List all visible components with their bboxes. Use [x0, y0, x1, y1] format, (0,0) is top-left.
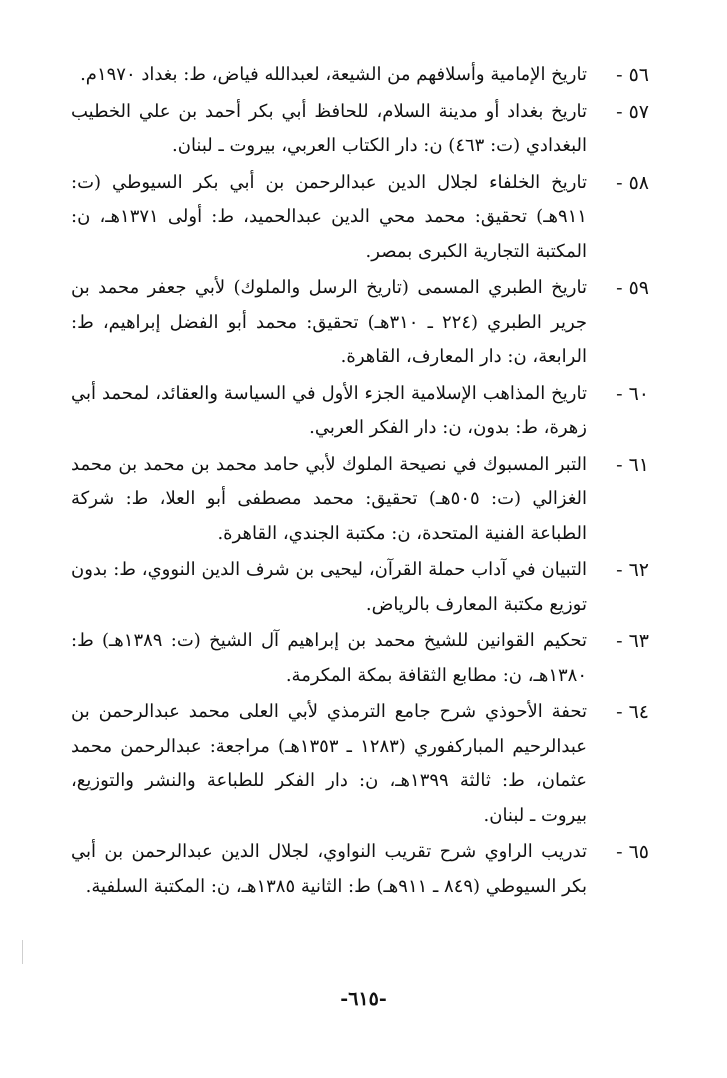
entry-number: ٥٨ - [616, 171, 649, 194]
bibliography-entry-59 [71, 271, 649, 375]
entry-number: ٥٧ - [616, 100, 649, 123]
bibliography-entry-61 [71, 448, 649, 552]
entry-number: ٥٦ - [616, 64, 649, 86]
bibliography-entry-65 [71, 835, 649, 904]
entry-text: التبيان في آداب حملة القرآن، ليحيى بن شرف الدين النووي، ط: بدون توزيع مكتبة المعارف بالرياض. [71, 559, 587, 615]
bibliography-entry-63 [71, 624, 649, 693]
page-number: -٦١٥- [340, 988, 387, 1010]
entry-number: ٦٠ - [616, 382, 649, 405]
entry-text: تاريخ المذاهب الإسلامية الجزء الأول في السياسة والعقائد، لمحمد أبي زهرة، ط: بدون، ن: دار الفكر العربي. [71, 382, 587, 438]
bibliography-entry-64 [71, 695, 649, 833]
entry-number: ٦١ - [616, 453, 649, 476]
bibliography-list [71, 58, 649, 906]
entry-text: تحفة الأحوذي شرح جامع الترمذي لأبي العلى محمد عبدالرحمن بن عبدالرحيم المباركفوري (١٢٨٣ ـ ١٣٥٣هـ) مراجعة: عبدالرحمن محمد عثمان، ط: ثالثة ١٣٩٩هـ، ن: دار الفكر للطباعة والنشر والتوزيع، بيروت ـ لبنان. [71, 701, 588, 826]
entry-number: ٥٩ - [616, 277, 649, 299]
entry-text: تحكيم القوانين للشيخ محمد بن إبراهيم آل الشيخ (ت: ١٣٨٩هـ) ط: ١٣٨٠هـ، ن: مطابع الثقافة بمكة المكرمة. [71, 630, 587, 686]
margin-mark [22, 940, 23, 964]
entry-text: تاريخ بغداد أو مدينة السلام، للحافظ أبي بكر أحمد بن علي الخطيب البغدادي (ت: ٤٦٣) ن: دار الكتاب العربي، بيروت ـ لبنان. [71, 100, 587, 156]
entry-text: تاريخ الإمامية وأسلافهم من الشيعة، لعبدالله فياض، ط: بغداد ١٩٧٠م. [80, 64, 587, 85]
entry-text: تاريخ الخلفاء لجلال الدين عبدالرحمن بن أبي بكر السيوطي (ت: ٩١١هـ) تحقيق: محمد محي الدين عبدالحميد، ط: أولى ١٣٧١هـ، ن: المكتبة التجارية الكبرى بمصر. [71, 171, 587, 262]
bibliography-entry-58 [71, 166, 649, 270]
entry-number: ٦٢ - [616, 559, 649, 581]
entry-number: ٦٤ - [616, 701, 649, 723]
entry-number: ٦٥ - [616, 841, 649, 863]
bibliography-entry-62 [71, 553, 649, 622]
bibliography-entry-60 [71, 377, 649, 446]
entry-text: تدريب الراوي شرح تقريب النواوي، لجلال الدين عبدالرحمن بن أبي بكر السيوطي (٨٤٩ ـ ٩١١هـ) ط: الثانية ١٣٨٥هـ، ن: المكتبة السلفية. [71, 841, 587, 897]
entry-text: التبر المسبوك في نصيحة الملوك لأبي حامد محمد بن محمد بن محمد الغزالي (ت: ٥٠٥هـ) تحقيق: محمد مصطفى أبو العلا، ط: شركة الطباعة الفنية المتحدة، ن: مكتبة الجندي، القاهرة. [71, 453, 587, 544]
bibliography-entry-57 [71, 95, 649, 164]
bibliography-entry-56 [71, 58, 649, 93]
entry-text: تاريخ الطبري المسمى (تاريخ الرسل والملوك) لأبي جعفر محمد بن جرير الطبري (٢٢٤ ـ ٣١٠هـ) تحقيق: محمد أبو الفضل إبراهيم، ط: الرابعة، ن: دار المعارف، القاهرة. [71, 277, 588, 367]
entry-number: ٦٣ - [616, 630, 649, 652]
